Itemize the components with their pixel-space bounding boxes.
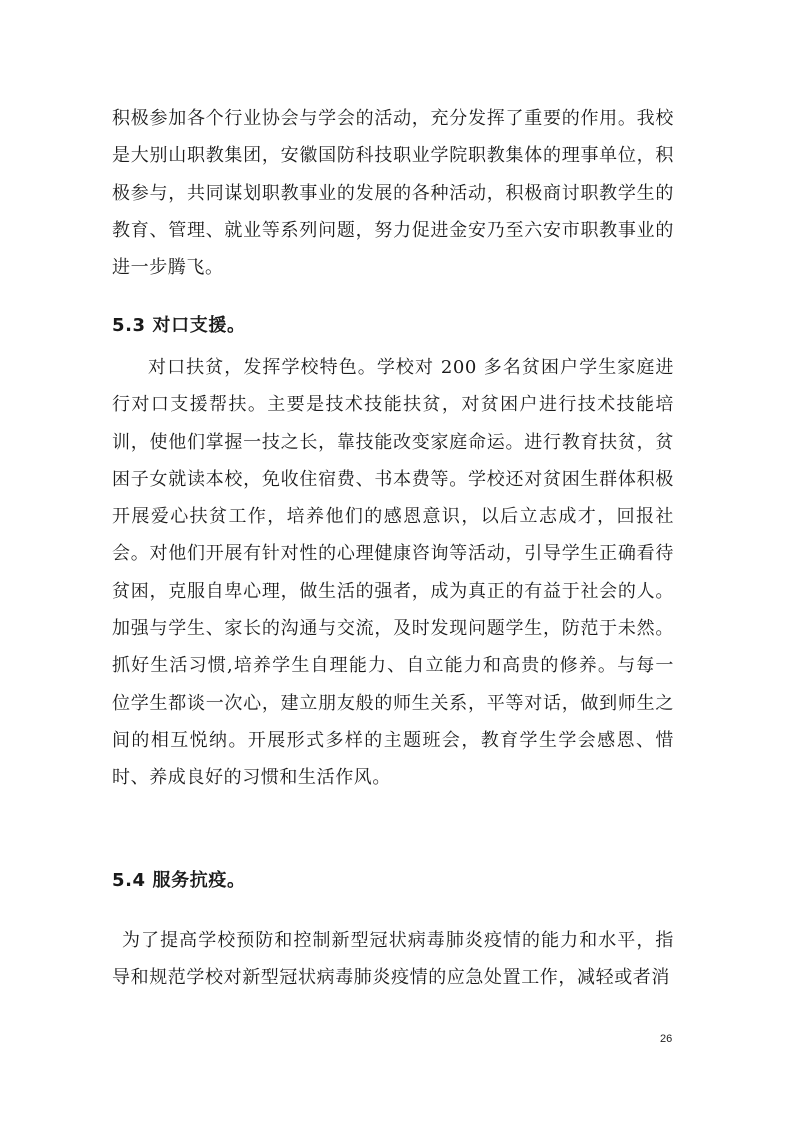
section-heading-5-3: 5.3 对口支援。 (112, 315, 246, 336)
intro-paragraph: 积极参加各个行业协会与学会的活动，充分发挥了重要的作用。我校是大别山职教集团，安徽国防科技职业学院职教集体的理事单位，积极参与，共同谋划职教事业的发展的各种活动，积极商讨职教学生的教育、管理、就业等系列问题，努力促进金安乃至六安市职教事业的进一步腾飞。 (112, 108, 674, 279)
support-paragraph: 对口扶贫，发挥学校特色。学校对 200 多名贫困户学生家庭进行对口支援帮扶。主要是技术技能扶贫，对贫困户进行技术技能培训，使他们掌握一技之长，靠技能改变家庭命运。进行教育扶贫，贫困子女就读本校，免收住宿费、书本费等。学校还对贫困生群体积极开展爱心扶贫工作，培养他们的感恩意识，以后立志成才，回报社会。对他们开展有针对性的心理健康咨询等活动，引导学生正确看待贫困，克服自卑心理，做生活的强者，成为真正的有益于社会的人。加强与学生、家长的沟通与交流，及时发现问题学生，防范于未然。抓好生活习惯,培养学生自理能力、自立能力和高贵的修养。与每一位学生都谈一次心，建立朋友般的师生关系，平等对话，做到师生之间的相互悦纳。开展形式多样的主题班会，教育学生学会感恩、惜时、养成良好的习惯和生活作风。 (112, 357, 674, 789)
page-number: 26 (660, 1033, 673, 1045)
section-heading-5-4: 5.4 服务抗疫。 (112, 870, 246, 891)
epidemic-paragraph: 为了提高学校预防和控制新型冠状病毒肺炎疫情的能力和水平，指导和规范学校对新型冠状病毒肺炎疫情的应急处置工作，减轻或者消 (112, 930, 674, 989)
